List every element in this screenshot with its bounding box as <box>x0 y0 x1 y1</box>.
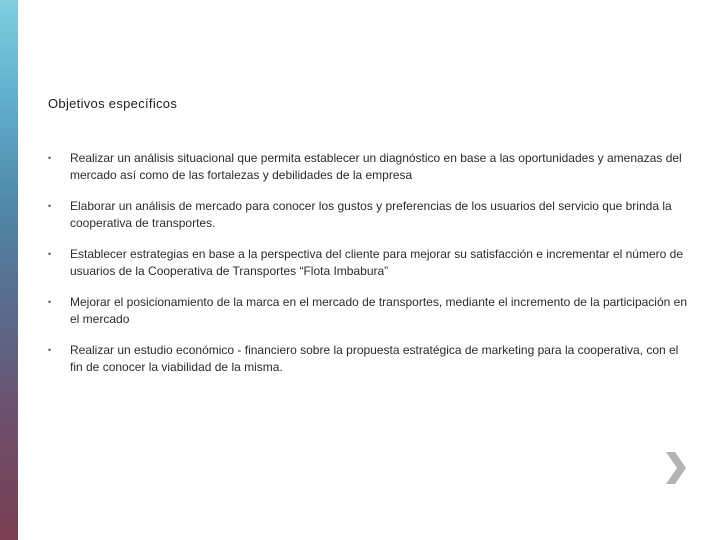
list-item <box>48 246 688 280</box>
objectives-list <box>48 150 688 390</box>
objective-text: Establecer estrategias en base a la perspectiva del cliente para mejorar su satisfacción e incrementar el número de usuarios de la Cooperativa de Transportes “Flota Imbabura” <box>70 247 683 278</box>
bullet-icon: • <box>48 201 52 211</box>
page-title: Objetivos específicos <box>48 96 178 111</box>
bullet-icon: • <box>48 153 52 163</box>
list-item <box>48 294 688 328</box>
chevron-shape <box>666 452 686 484</box>
objective-text: Realizar un estudio económico - financiero sobre la propuesta estratégica de marketing para la cooperativa, con el fin de conocer la viabilidad de la misma. <box>70 343 679 374</box>
objective-text: Realizar un análisis situacional que permita establecer un diagnóstico en base a las oportunidades y amenazas del mercado así como de las fortalezas y debilidades de la empresa <box>70 151 682 182</box>
chevron-right-icon <box>662 450 688 486</box>
list-item <box>48 198 688 232</box>
bullet-icon: • <box>48 345 52 355</box>
objective-text: Elaborar un análisis de mercado para conocer los gustos y preferencias de los usuarios del servicio que brinda la cooperativa de transportes. <box>70 199 672 230</box>
list-item <box>48 150 688 184</box>
bullet-icon: • <box>48 297 52 307</box>
decorative-side-strip <box>0 0 18 540</box>
objective-text: Mejorar el posicionamiento de la marca en el mercado de transportes, mediante el incremento de la participación en el mercado <box>70 295 687 326</box>
next-slide-button[interactable] <box>662 450 688 486</box>
bullet-icon: • <box>48 249 52 259</box>
list-item <box>48 342 688 376</box>
